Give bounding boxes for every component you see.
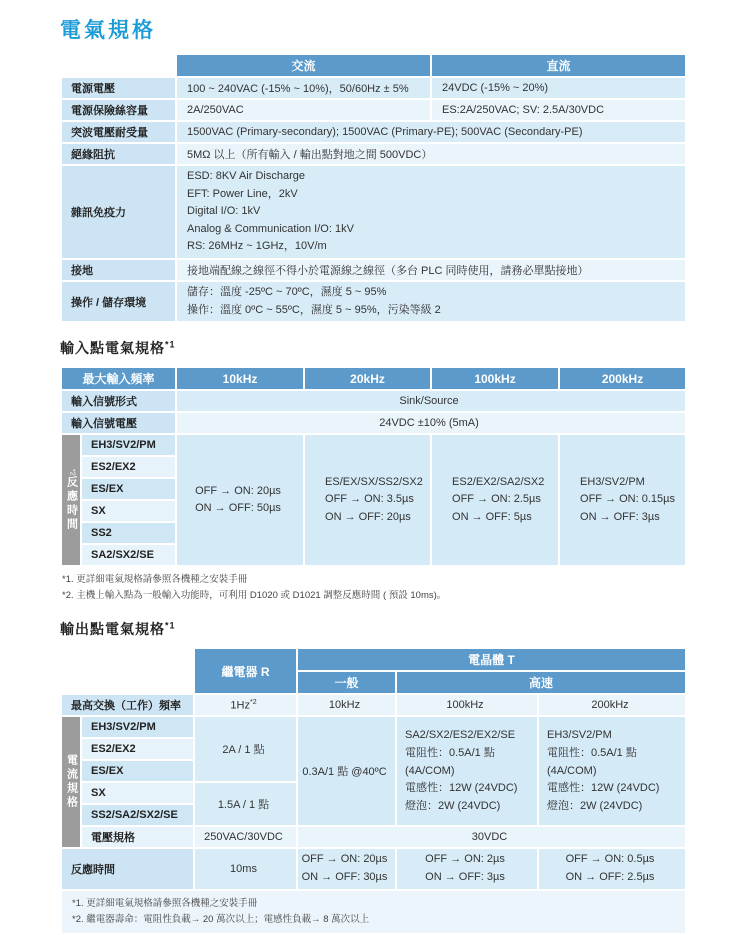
output-section-heading-sup: *1 — [165, 620, 176, 631]
response-line: EH3/SV2/PM — [580, 475, 645, 488]
current-line: 電感性：12W (24VDC) — [547, 782, 660, 795]
model-label: SX — [81, 500, 176, 522]
col-header-max-freq: 最大輸入頻率 — [61, 367, 176, 390]
row-label: 輸入信號電壓 — [61, 412, 176, 434]
cell-value: 10kHz — [297, 694, 396, 716]
environment-line: 儲存：溫度 -25ºC ~ 70ºC，濕度 5 ~ 95% — [187, 285, 387, 298]
high-speed-current-cell-200khz — [538, 716, 686, 826]
current-line: 燈泡：2W (24VDC) — [405, 799, 501, 812]
response-cell-200khz — [559, 434, 686, 566]
response-line: OFF → ON: 20µs — [195, 484, 281, 497]
current-line: 燈泡：2W (24VDC) — [547, 799, 643, 812]
footnote: *1. 更詳細電氣規格請參照各機種之安裝手冊 — [72, 897, 258, 909]
row-label: 操作 / 儲存環境 — [61, 281, 176, 322]
cell-value: Sink/Source — [176, 390, 686, 412]
col-header-20khz: 20kHz — [304, 367, 431, 390]
cell-value: ES:2A/250VAC; SV: 2.5A/30VDC — [431, 99, 686, 121]
response-line: ON → OFF: 2.5µs — [565, 871, 655, 884]
table-header-row — [61, 367, 686, 390]
response-cell-100khz — [431, 434, 559, 566]
table-header-row — [61, 54, 686, 77]
noise-line: RS: 26MHz ~ 1GHz，10V/m — [187, 240, 327, 253]
response-cell-10khz — [176, 434, 304, 566]
row-label: 最高交換（工作）頻率 — [61, 694, 194, 716]
response-line: OFF → ON: 0.15µs — [580, 493, 675, 506]
noise-line: Digital I/O: 1kV — [187, 205, 261, 218]
response-line: ON → OFF: 3µs — [425, 871, 505, 884]
table-row — [61, 848, 686, 889]
current-spec-strip — [61, 716, 81, 848]
relay-current-cell-b: 1.5A / 1 點 — [194, 782, 297, 826]
response-relay-cell: 10ms — [194, 848, 297, 889]
input-spec-table — [60, 366, 687, 567]
model-label: EH3/SV2/PM — [81, 434, 176, 456]
cell-value: 2A/250VAC — [176, 99, 431, 121]
response-cell-10khz — [297, 848, 396, 889]
response-time-strip — [61, 434, 81, 566]
corner-cell — [61, 54, 176, 77]
model-label: SS2/SA2/SX2/SE — [81, 804, 194, 826]
cell-value: 100 ~ 240VAC (-15% ~ 10%)，50/60Hz ± 5% — [176, 77, 431, 99]
footnote: *1. 更詳細電氣規格請參照各機種之安裝手冊 — [62, 574, 248, 586]
row-label: 電源電壓 — [61, 77, 176, 99]
cell-value: 1500VAC (Primary-secondary); 1500VAC (Primary-PE); 500VAC (Secondary-PE) — [176, 121, 686, 143]
output-footnotes — [61, 890, 686, 934]
strip-superscript: *2 — [68, 468, 76, 476]
model-label: SS2 — [81, 522, 176, 544]
table-row — [61, 390, 686, 412]
row-label: 雜訊免疫力 — [61, 165, 176, 259]
page-title: 電氣規格 — [60, 19, 156, 42]
response-line: ON → OFF: 50µs — [195, 502, 281, 515]
response-line: ON → OFF: 20µs — [325, 510, 411, 523]
response-line: OFF → ON: 20µs — [301, 853, 388, 866]
main-spec-table — [60, 53, 687, 323]
response-line: ES/EX/SX/SS2/SX2 — [325, 475, 423, 488]
strip-label: 反應時間 — [65, 475, 78, 532]
table-row — [61, 121, 686, 143]
col-header-dc: 直流 — [431, 54, 686, 77]
col-header-ac: 交流 — [176, 54, 431, 77]
col-header-200khz: 200kHz — [559, 367, 686, 390]
col-header-10khz: 10kHz — [176, 367, 304, 390]
model-label: ES/EX — [81, 760, 194, 782]
response-line: OFF → ON: 2.5µs — [452, 493, 541, 506]
cell-value: 5MΩ 以上（所有輸入 / 輸出點對地之間 500VDC） — [176, 143, 686, 165]
response-line: OFF → ON: 3.5µs — [325, 493, 414, 506]
cell-value — [176, 281, 686, 322]
model-label: ES2/EX2 — [81, 738, 194, 760]
table-row — [61, 826, 686, 848]
model-label: ES2/EX2 — [81, 456, 176, 478]
input-section-heading-text: 輸入點電氣規格 — [60, 340, 165, 357]
response-line: OFF → ON: 0.5µs — [565, 853, 655, 866]
input-section-heading-sup: *1 — [165, 339, 176, 350]
row-label: 突波電壓耐受量 — [61, 121, 176, 143]
row-label: 電壓規格 — [81, 826, 194, 848]
response-line: ON → OFF: 30µs — [301, 871, 388, 884]
table-row — [61, 412, 686, 434]
current-line: 電阻性：0.5A/1 點 (4A/COM) — [405, 747, 495, 777]
table-row — [61, 165, 686, 259]
current-line: 電阻性：0.5A/1 點 (4A/COM) — [547, 747, 637, 777]
cell-value: 100kHz — [396, 694, 538, 716]
max-freq-relay-value: 1Hz — [230, 699, 250, 712]
noise-line: ESD: 8KV Air Discharge — [187, 170, 305, 182]
table-row — [61, 434, 686, 456]
input-section-heading — [60, 338, 750, 358]
row-label: 接地 — [61, 259, 176, 281]
corner-cell — [61, 648, 194, 694]
row-label: 電源保險絲容量 — [61, 99, 176, 121]
noise-line: Analog & Communication I/O: 1kV — [187, 222, 354, 235]
input-footnotes — [62, 572, 750, 604]
col-header-relay: 繼電器 R — [194, 648, 297, 694]
strip-label: 電流規格 — [65, 754, 78, 811]
table-row — [61, 143, 686, 165]
cell-value: 200kHz — [538, 694, 686, 716]
response-line: OFF → ON: 2µs — [425, 853, 505, 866]
model-label: SA2/SX2/SE — [81, 544, 176, 566]
table-row — [61, 716, 686, 738]
table-header-row — [61, 648, 686, 671]
col-header-high-speed: 高速 — [396, 671, 686, 694]
current-line: EH3/SV2/PM — [547, 729, 612, 742]
cell-value — [176, 165, 686, 259]
noise-line: EFT: Power Line，2kV — [187, 187, 298, 200]
voltage-relay-cell: 250VAC/30VDC — [194, 826, 297, 848]
col-header-transistor: 電晶體 T — [297, 648, 686, 671]
output-section-heading-text: 輸出點電氣規格 — [60, 621, 165, 638]
high-speed-current-cell-100khz — [396, 716, 538, 826]
current-line: SA2/SX2/ES2/EX2/SE — [405, 729, 516, 742]
footnote: *2. 繼電器壽命：電阻性負載→ 20 萬次以上；電感性負載→ 8 萬次以上 — [72, 913, 370, 925]
row-label: 絕緣阻抗 — [61, 143, 176, 165]
response-cell-200khz — [538, 848, 686, 889]
response-cell-100khz — [396, 848, 538, 889]
response-cell-20khz — [304, 434, 431, 566]
model-label: ES/EX — [81, 478, 176, 500]
table-row — [61, 99, 686, 121]
footnote: *2. 主機上輸入點為一般輸入功能時，可利用 D1020 或 D1021 調整反應時間 ( 預設 10ms)。 — [62, 590, 447, 602]
output-spec-table — [60, 647, 687, 934]
table-row — [61, 694, 686, 716]
max-freq-relay-sup: *2 — [249, 699, 257, 707]
table-row — [61, 77, 686, 99]
general-current-cell: 0.3A/1 點 @40ºC — [297, 716, 396, 826]
voltage-transistor-cell: 30VDC — [297, 826, 686, 848]
row-label: 反應時間 — [61, 848, 194, 889]
table-row — [61, 259, 686, 281]
cell-value: 24VDC ±10% (5mA) — [176, 412, 686, 434]
col-header-general: 一般 — [297, 671, 396, 694]
response-line: ON → OFF: 3µs — [580, 510, 660, 523]
row-label: 輸入信號形式 — [61, 390, 176, 412]
response-line: ES2/EX2/SA2/SX2 — [452, 475, 545, 488]
cell-value: 24VDC (-15% ~ 20%) — [431, 77, 686, 99]
cell-value: 接地端配線之線徑不得小於電源線之線徑（多台 PLC 同時使用，請務必單點接地） — [176, 259, 686, 281]
output-section-heading — [60, 619, 750, 639]
table-footer-row — [61, 890, 686, 934]
model-label: SX — [81, 782, 194, 804]
current-line: 電感性：12W (24VDC) — [405, 782, 518, 795]
col-header-100khz: 100kHz — [431, 367, 559, 390]
table-row — [61, 281, 686, 322]
model-label: EH3/SV2/PM — [81, 716, 194, 738]
response-line: ON → OFF: 5µs — [452, 510, 532, 523]
cell-max-freq-relay — [194, 694, 297, 716]
relay-current-cell-a: 2A / 1 點 — [194, 716, 297, 782]
environment-line: 操作：溫度 0ºC ~ 55ºC，濕度 5 ~ 95%，污染等級 2 — [187, 303, 441, 316]
